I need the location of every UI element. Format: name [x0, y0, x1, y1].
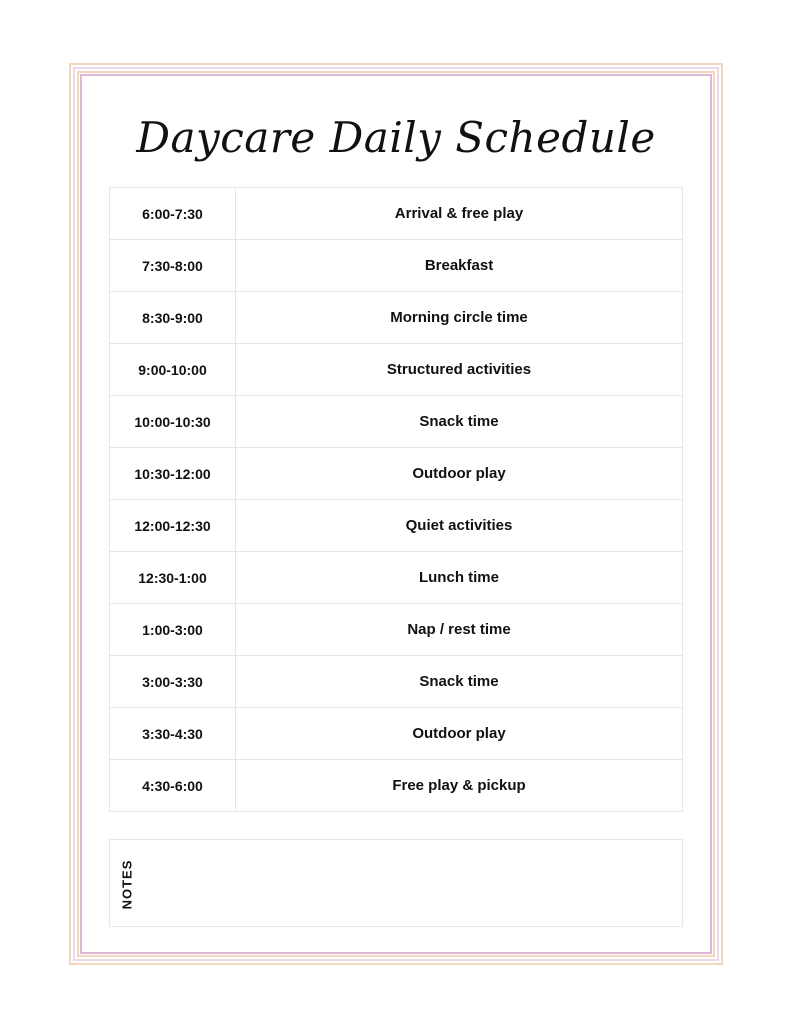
- activity-cell: Morning circle time: [236, 292, 683, 344]
- table-row: [110, 500, 683, 552]
- activity-cell: Structured activities: [236, 344, 683, 396]
- table-row: [110, 344, 683, 396]
- activity-cell: Free play & pickup: [236, 760, 683, 812]
- table-row: [110, 760, 683, 812]
- activity-cell: Outdoor play: [236, 448, 683, 500]
- time-cell: 10:00-10:30: [110, 396, 236, 448]
- activity-cell: Snack time: [236, 656, 683, 708]
- table-row: [110, 396, 683, 448]
- time-cell: 12:30-1:00: [110, 552, 236, 604]
- time-cell: 8:30-9:00: [110, 292, 236, 344]
- schedule-table: [109, 187, 683, 812]
- notes-label: NOTES: [119, 859, 135, 909]
- table-row: [110, 604, 683, 656]
- activity-cell: Outdoor play: [236, 708, 683, 760]
- page-title: Daycare Daily Schedule: [136, 113, 656, 162]
- table-row: [110, 292, 683, 344]
- table-row: [110, 552, 683, 604]
- activity-cell: Nap / rest time: [236, 604, 683, 656]
- time-cell: 4:30-6:00: [110, 760, 236, 812]
- time-cell: 9:00-10:00: [110, 344, 236, 396]
- activity-cell: Lunch time: [236, 552, 683, 604]
- table-row: [110, 708, 683, 760]
- time-cell: 12:00-12:30: [110, 500, 236, 552]
- time-cell: 3:30-4:30: [110, 708, 236, 760]
- table-row: [110, 240, 683, 292]
- activity-cell: Snack time: [236, 396, 683, 448]
- table-row: [110, 656, 683, 708]
- notes-box[interactable]: [109, 839, 683, 927]
- table-row: [110, 448, 683, 500]
- time-cell: 1:00-3:00: [110, 604, 236, 656]
- time-cell: 3:00-3:30: [110, 656, 236, 708]
- notes-label-area: [110, 840, 144, 928]
- time-cell: 10:30-12:00: [110, 448, 236, 500]
- table-row: [110, 188, 683, 240]
- activity-cell: Breakfast: [236, 240, 683, 292]
- time-cell: 7:30-8:00: [110, 240, 236, 292]
- activity-cell: Quiet activities: [236, 500, 683, 552]
- time-cell: 6:00-7:30: [110, 188, 236, 240]
- activity-cell: Arrival & free play: [236, 188, 683, 240]
